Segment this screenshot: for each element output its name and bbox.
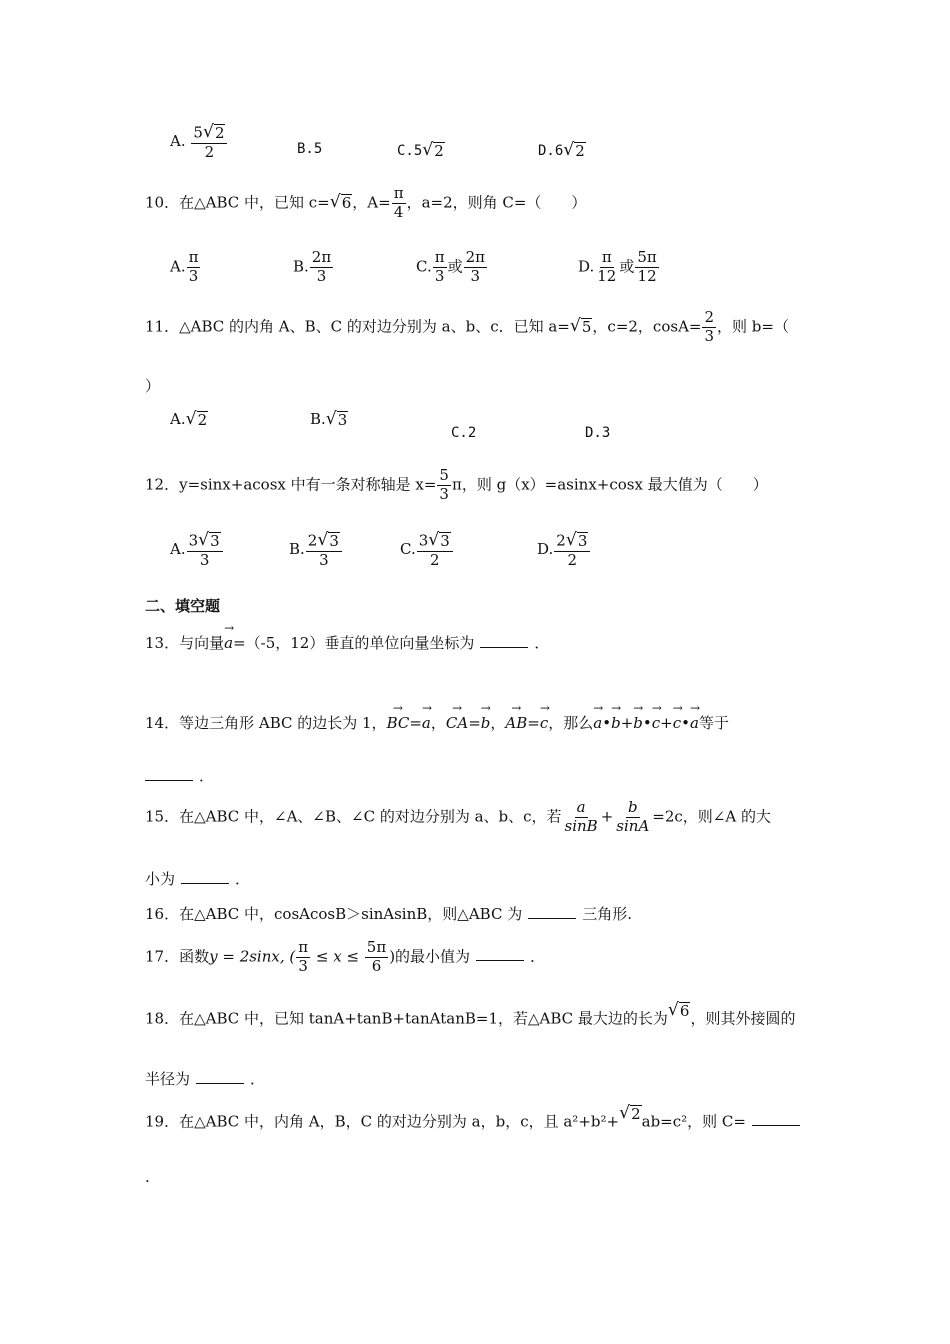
q10-option-d: D. $\frac{\pi}{12}$ 或 $\frac{5\pi}{12}$ bbox=[578, 248, 657, 285]
q12-option-c: C. 3 √ 3 2 bbox=[400, 532, 454, 568]
question-19: 19．在△ABC 中，内角 A，B，C 的对边分别为 a，b，c，且 a²+b²+ √ 2 ab=c²，则 C= bbox=[145, 1105, 806, 1131]
answer-blank bbox=[145, 768, 193, 781]
q11-option-d: D.3 bbox=[585, 425, 611, 441]
question-19-continued: . bbox=[145, 1168, 150, 1186]
section-title: 二、填空题 bbox=[145, 597, 221, 615]
q9-option-d: D.6 √ 2 bbox=[538, 140, 585, 160]
question-12: 12．y=sinx+acosx 中有一条对称轴是 x= $\frac{5}{3}$ π，则 g（x）=asinx+cosx 最大值为（ ） bbox=[145, 466, 768, 503]
option-label: A. bbox=[170, 132, 186, 151]
q9-option-b: B.5 bbox=[297, 141, 323, 157]
q10-option-b: B. $\frac{2\pi}{3}$ bbox=[293, 248, 332, 285]
q9-option-c: C.5 √ 2 bbox=[397, 140, 444, 160]
question-11-continued: ） bbox=[145, 377, 161, 395]
q12-option-d: D. 2 √ 3 2 bbox=[537, 532, 591, 568]
q12-option-b: B. 2 √ 3 3 bbox=[289, 532, 343, 568]
q12-option-a: A. 3 √ 3 3 bbox=[170, 532, 224, 568]
question-18: 18．在△ABC 中，已知 tanA+tanB+tanAtanB=1，若△ABC 最大边的长为 √ 6 ，则其外接圆的 bbox=[145, 1000, 796, 1028]
question-11: 11．△ABC 的内角 A、B、C 的对边分别为 a、b、c．已知 a= √ 5 ，c=2，cosA= $\frac{2}{3}$ ，则 b=（ bbox=[145, 308, 789, 345]
q11-option-b: B. √ 3 bbox=[310, 409, 348, 429]
question-18-continued: 半径为 ． bbox=[145, 1070, 266, 1088]
question-14: 14．等边三角形 ABC 的边长为 1，→ BC=→ a，→ CA=→ b，→ AB=→ c，那么→ a•→ b+→ b•→ c+→ c•→ a等于 bbox=[145, 710, 729, 733]
answer-blank bbox=[480, 635, 528, 648]
question-17: 17．函数y = 2sinx, ( $\frac{\pi}{3}$ ≤ x ≤ $\frac{5\pi}{6}$ )的最小值为 ． bbox=[145, 938, 546, 975]
q9-option-a bbox=[170, 124, 228, 160]
answer-blank bbox=[196, 1071, 244, 1084]
question-10: 10．在△ABC 中，已知 c= √ 6 ，A= $\frac{\pi}{4}$ ，a=2，则角 C=（ ） bbox=[145, 184, 587, 221]
question-15-continued: 小为 ． bbox=[145, 870, 251, 888]
q11-option-c: C.2 bbox=[451, 425, 477, 441]
answer-blank bbox=[476, 948, 524, 961]
question-15: 15．在△ABC 中，∠A、∠B、∠C 的对边分别为 a、b、c，若 $\frac{a}{\sin B}$ + $\frac{b}{\sin A}$ =2c，则∠A 的大 bbox=[145, 798, 771, 835]
fraction: 5 √ 2 2 bbox=[191, 124, 227, 160]
question-14-blank-line: ． bbox=[145, 765, 214, 786]
answer-blank bbox=[752, 1113, 800, 1126]
q11-option-a: A. √ 2 bbox=[170, 409, 208, 429]
question-16: 16．在△ABC 中，cosAcosB＞sinAsinB，则△ABC 为 三角形. bbox=[145, 905, 632, 923]
answer-blank bbox=[181, 871, 229, 884]
q10-option-a: A. $\frac{\pi}{3}$ bbox=[170, 248, 199, 285]
answer-blank bbox=[528, 906, 576, 919]
q10-option-c: C. $\frac{\pi}{3}$ 或 $\frac{2\pi}{3}$ bbox=[416, 248, 485, 285]
question-13: 13．与向量→ a=（-5，12）垂直的单位向量坐标为 ． bbox=[145, 630, 549, 653]
